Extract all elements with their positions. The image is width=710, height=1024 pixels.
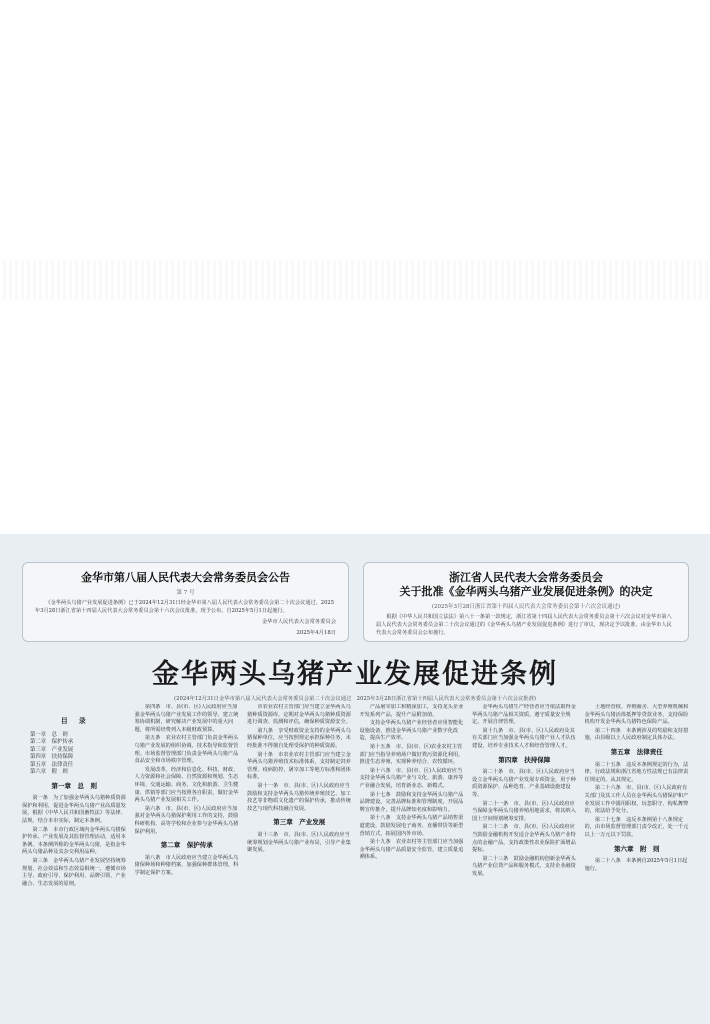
article-paragraph: 第六条 市、县(市、区)人民政府应当加强对金华两头乌猪保护利用工作的支持，鼓励科研机构、高等学校和企业参与金华两头乌猪保护利用。 [134, 805, 239, 835]
toc-item: 第五章 法律责任 [30, 761, 74, 768]
provincial-decision [363, 562, 689, 642]
article-paragraph: 第十七条 鼓励和支持金华两头乌猪产品品牌建设，完善品牌标准和管理制度，开展品牌宣传推介，提升品牌知名度和影响力。 [359, 791, 464, 813]
article-paragraph: 第十条 市农业农村主管部门应当建立金华两头乌猪养殖技术标准体系，支持制定饲养管理、疫病防控、屠宰加工等地方标准和团体标准。 [247, 751, 351, 781]
article-columns [22, 704, 689, 1022]
article-paragraph: 第九条 享受财政资金支持的金华两头乌猪保种单位，应当按照规定承担保种任务，未经批准不得擅自处理受保护的种质资源。 [247, 727, 351, 749]
bleed-through [0, 260, 710, 300]
table-of-contents [22, 718, 127, 777]
announcement-title: 金华市第八届人民代表大会常务委员会公告 [81, 571, 290, 584]
article-paragraph: 第十三条 市、县(市、区)人民政府应当统筹规划金华两头乌猪产业布局，引导产业集聚发展。 [247, 831, 351, 854]
article-paragraph: 第八条 市人民政府应当建立金华两头乌猪保种场和种猪档案，加强保种群体管理，科学制定保护方案。 [134, 854, 239, 876]
toc-item: 第一章 总 则 [30, 731, 68, 738]
announcement-date: 2025年4月18日 [296, 630, 336, 636]
newspaper-page [0, 534, 710, 1024]
article-paragraph: 市农业农村主管部门应当建立金华两头乌猪种质资源库，定期对金华两头乌猪种质资源进行调查、监测和评估，确保种质资源安全。 [247, 704, 351, 726]
article-paragraph: 产品屠宰加工和精深加工，支持龙头企业开发系列产品，提升产品附加值。 [359, 704, 464, 718]
article-paragraph: 第二十条 市、县(市、区)人民政府应当设立金华两头乌猪产业发展专项资金，用于种质资源保护、品种选育、产业基础设施建设等。 [472, 769, 576, 798]
chapter-heading: 第一章 总 则 [51, 781, 97, 790]
chapter-heading: 第五章 法律责任 [610, 747, 663, 756]
article-paragraph: 第五条 农业农村主管部门负责金华两头乌猪产业发展的组织协调、技术指导和监督管理。市场监督管理部门负责金华两头乌猪产品食品安全和市场秩序管理。 [134, 735, 239, 765]
chapter-heading: 第三章 产业发展 [273, 818, 326, 827]
toc-item: 第四章 扶持保障 [30, 754, 74, 761]
article-paragraph: 第二十三条 鼓励金融机构创新金华两头乌猪产业信贷产品和服务模式，支持企业融资发展。 [472, 855, 576, 877]
toc-item: 第二章 保护传承 [30, 739, 74, 746]
column-4 [360, 704, 465, 1022]
article-paragraph: 第一条 为了加强金华两头乌猪种质资源保护和利用，促进金华两头乌猪产业高质量发展，根据《中华人民共和国畜牧法》等法律、法规，结合本市实际，制定本条例。 [22, 795, 126, 824]
article-paragraph: 第二条 本市行政区域内金华两头乌猪保护传承、产业发展及其监督管理活动，适用本条例。本条例所称的金华两头乌猪，是指金华两头乌猪品种及其杂交利用品种。 [22, 826, 126, 856]
decision-title-line1: 浙江省人民代表大会常务委员会 [449, 571, 603, 584]
article-paragraph: 第二十四条 本条例涉及的奖励和支持措施，由县级以上人民政府制定具体办法。 [584, 727, 689, 742]
decision-subtitle: (2025年3月28日浙江省第十四届人民代表大会常务委员会第十六次会议通过) [431, 604, 621, 610]
toc-item: 第六章 附 则 [30, 769, 68, 776]
chapter-heading: 第四章 扶持保障 [498, 755, 551, 764]
article-paragraph: 第二十八条 本条例自2025年5月1日起施行。 [584, 858, 688, 872]
article-paragraph: 第二十七条 违反本条例第十八条规定的，由市场监督管理部门责令改正，处一千元以上一万元以下罚款。 [584, 816, 689, 838]
article-paragraph: 第二十五条 违反本条例规定的行为，法律、行政法规和浙江省地方性法规已有法律责任规定的，从其规定。 [584, 761, 689, 783]
article-paragraph: 支持金华两头乌猪产业经营者应用智能化设施设备，推进金华两头乌猪产业数字化改造，提高生产效率。 [359, 720, 464, 742]
column-2 [135, 704, 240, 1022]
article-paragraph: 第四条 市、县(市、区)人民政府应当加强金华两头乌猪产业发展工作的领导，建立统筹协调机制，研究解决产业发展中的重大问题，将所需经费列入本级财政预算。 [134, 704, 239, 733]
column-3 [247, 704, 352, 1022]
regulation-title: 金华两头乌猪产业发展促进条例 [152, 659, 558, 690]
regulation-subtitle: (2024年12月31日金华市第八届人民代表大会常务委员会第二十次会议通过 2025年3月28日浙江省第十四届人民代表大会常务委员会第十六次会议批准) [174, 696, 536, 702]
decision-body: 根据《中华人民共和国立法法》第八十一条第一款规定，浙江省第十四届人民代表大会常务委员会第十六次会议对金华市第八届人民代表大会常务委员会第二十次会议通过的《金华两头乌猪产业发展促进条例》进行了审议，现决定予以批准，由金华市人民代表大会常务委员会公布施行。 [376, 614, 672, 636]
article-paragraph: 第二十二条 市、县(市、区)人民政府应当鼓励金融机构开发适合金华两头乌猪产业特点的金融产品，支持政策性农业保险扩面增品提标。 [472, 824, 576, 854]
column-6 [585, 704, 690, 1022]
announcement-body: 《金华两头乌猪产业发展促进条例》已于2024年12月31日经金华市第八届人民代表大会常务委员会第二十次会议通过，2025年3月28日浙江省第十四届人民代表大会常务委员会第十六次会议批准，现予公布，自2025年5月1日起施行。 [35, 600, 334, 614]
article-paragraph: 第十五条 市、县(市、区)农业农村主管部门应当指导养殖场户做好粪污资源化利用，推进生态养殖，实现种养结合、农牧循环。 [359, 743, 464, 766]
article-paragraph: 第二十一条 市、县(市、区)人民政府应当保障金华两头乌猪养殖用地需求，将其纳入国土空间规划统筹安排。 [472, 800, 576, 822]
article-paragraph: 第十六条 市、县(市、区)人民政府应当支持金华两头乌猪产业与文化、旅游、康养等产业融合发展，培育新业态、新模式。 [359, 767, 464, 789]
article-paragraph: 第十一条 市、县(市、区)人民政府应当鼓励和支持金华两头乌猪传统养殖技艺、加工技艺等非物质文化遗产的保护传承，推动传统技艺与现代科技融合发展。 [247, 782, 351, 812]
column-5 [472, 704, 577, 1022]
announcement-org: 金华市人民代表大会常务委员会 [261, 619, 336, 625]
article-paragraph: 发展改革、经济和信息化、科技、财政、人力资源和社会保障、自然资源和规划、生态环境、交通运输、商务、文化和旅游、卫生健康、供销等部门应当按照各自职责，做好金华两头乌猪产业发展相关工作。 [134, 766, 239, 804]
toc-item: 第三章 产业发展 [30, 746, 74, 753]
article-paragraph: 第十九条 农业农村等主管部门应当加强金华两头乌猪产品质量安全监管，建立质量追溯体系。 [359, 839, 464, 861]
decision-title-line2: 关于批准《金华两头乌猪产业发展促进条例》的决定 [399, 585, 653, 598]
article-paragraph: 金华两头乌猪生产经营者应当依法取得金华两头乌猪产品相关资质，遵守质量安全规定，开展自律管理。 [472, 704, 576, 726]
article-paragraph: 第三条 金华两头乌猪产业发展坚持统筹规划、社会效益和生态效益相统一，遵循市场主导、政府引导、保护利用、品牌引领、产业融合、生态发展的原则。 [22, 857, 126, 887]
article-paragraph: 第二十六条 市、县(市、区)人民政府有关部门及其工作人员在金华两头乌猪保护和产业发展工作中滥用职权、玩忽职守、徇私舞弊的，依法给予处分。 [584, 785, 689, 815]
column-1 [22, 704, 127, 1022]
announcement-number: 第 7 号 [176, 590, 195, 596]
article-paragraph: 第十八条 支持金华两头乌猪产品销售渠道建设，鼓励发展电子商务、直播带货等新型营销方式，拓展国内外市场。 [359, 815, 464, 837]
article-paragraph: 土地经营权、养殖圈舍、大型养殖机械和金华两头乌猪活体抵押等贷款业务，支持保险机构开发金华两头乌猪特色保险产品。 [584, 704, 689, 726]
blank-page-top [0, 0, 710, 300]
municipal-announcement [22, 562, 349, 642]
article-paragraph: 第十九条 市、县(市、区)人民政府及其有关部门应当加强金华两头乌猪产业人才队伍建设，培养专业技术人才和经营管理人才。 [472, 727, 576, 749]
chapter-heading: 第六章 附 则 [614, 844, 660, 853]
toc-heading: 目 录 [60, 717, 88, 725]
chapter-heading: 第二章 保护传承 [160, 841, 213, 850]
